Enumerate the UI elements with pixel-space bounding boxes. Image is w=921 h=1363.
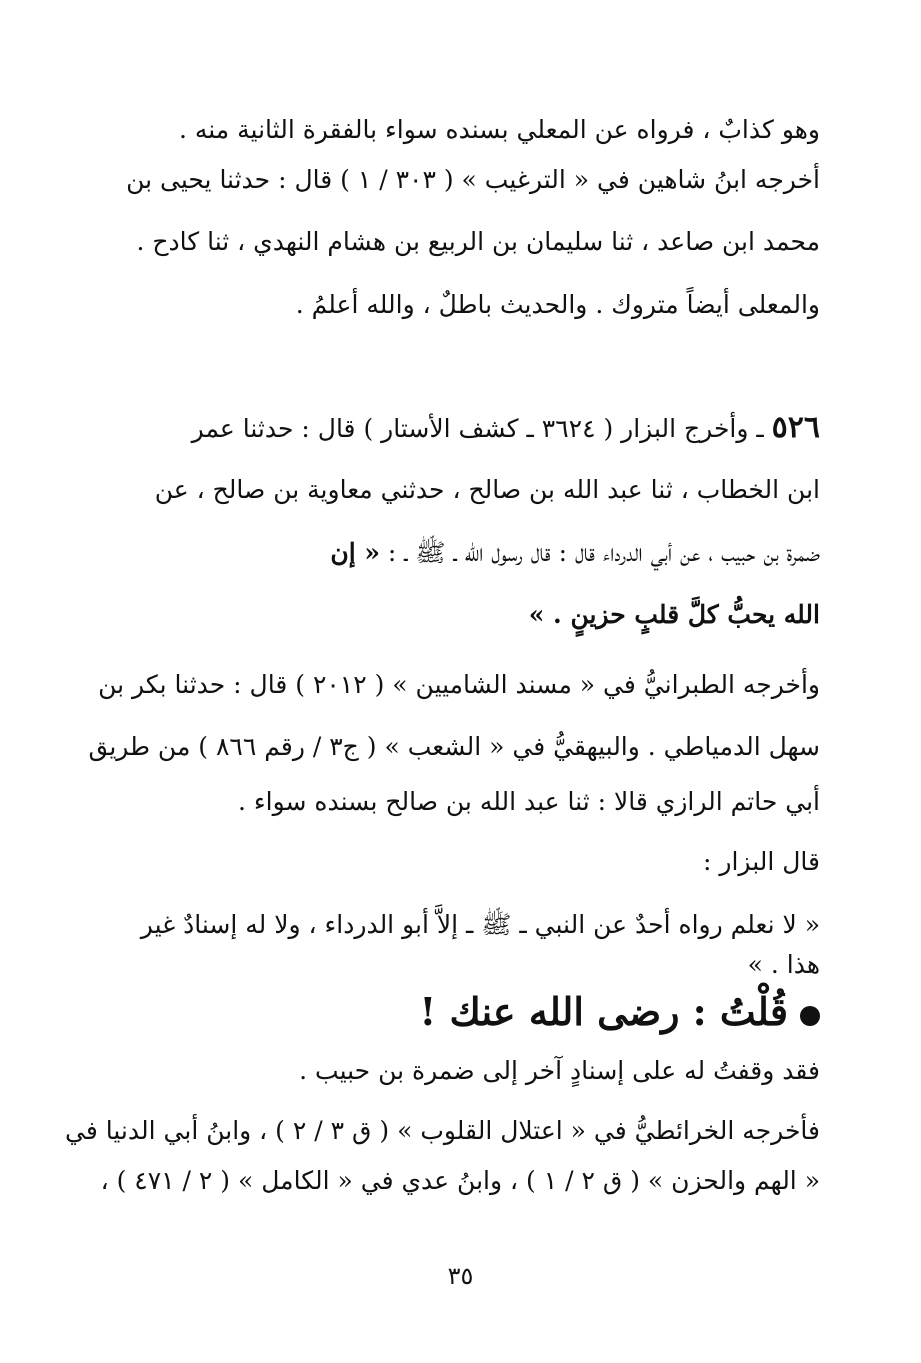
bullet-icon xyxy=(800,1006,820,1026)
text-line: وأخرجه الطبرانيُّ في « مسند الشاميين » ( ٢٠١٢ ) قال : حدثنا بكر بن xyxy=(98,670,820,699)
text-line: قال البزار : xyxy=(703,847,820,876)
page-number: ٣٥ xyxy=(447,1262,474,1290)
hadith-number: ٥٢٦ xyxy=(771,410,820,445)
text-line: وهو كذابٌ ، فرواه عن المعلي بسنده سواء بالفقرة الثانية منه . xyxy=(178,115,820,144)
text-line: « لا نعلم رواه أحدٌ عن النبي ـ ﷺ ـ إلاَّ أبو الدرداء ، ولا له إسنادٌ غير xyxy=(140,910,820,939)
text-line: فأخرجه الخرائطيُّ في « اعتلال القلوب » ( ق ٣ / ٢ ) ، وابنُ أبي الدنيا في xyxy=(65,1116,820,1145)
section-heading xyxy=(100,988,820,1038)
text-line: سهل الدمياطي . والبيهقيُّ في « الشعب » ( ج٣ / رقم ٨٦٦ ) من طريق xyxy=(88,732,820,761)
page-body xyxy=(65,100,820,1196)
text-line: ابن الخطاب ، ثنا عبد الله بن صالح ، حدثني معاوية بن صالح ، عن xyxy=(154,475,820,504)
text-line: والمعلى أيضاً متروك . والحديث باطلٌ ، والله أعلمُ . xyxy=(295,290,820,319)
hadith-text-start: « إن xyxy=(330,538,380,567)
text-line: محمد ابن صاعد ، ثنا سليمان بن الربيع بن هشام النهدي ، ثنا كادح . xyxy=(136,227,820,256)
heading-text: قُلْتُ : رضى الله عنك ! xyxy=(419,989,788,1034)
hadith-text: الله يحبُّ كلَّ قلبٍ حزينٍ . » xyxy=(528,600,820,629)
text-line xyxy=(100,538,820,568)
text-line: أبي حاتم الرازي قالا : ثنا عبد الله بن صالح بسنده سواء . xyxy=(237,787,820,816)
text-line: هذا . » xyxy=(747,950,820,979)
hadith-intro-line xyxy=(100,410,820,445)
text-line: « الهم والحزن » ( ق ٢ / ١ ) ، وابنُ عدي في « الكامل » ( ٢ / ٤٧١ ) ، xyxy=(100,1166,820,1195)
text-line: فقد وقفتُ له على إسنادٍ آخر إلى ضمرة بن حبيب . xyxy=(299,1056,820,1085)
text-line: أخرجه ابنُ شاهين في « الترغيب » ( ٣٠٣ / ١ ) قال : حدثنا يحيى بن xyxy=(126,165,820,194)
text-segment: ضمرة بن حبيب ، عن أبي الدرداء قال : قال رسول الله ـ ﷺ ـ : xyxy=(379,538,820,567)
text-segment: ـ وأخرج البزار ( ٣٦٢٤ ـ كشف الأستار ) قال : حدثنا عمر xyxy=(191,414,772,443)
